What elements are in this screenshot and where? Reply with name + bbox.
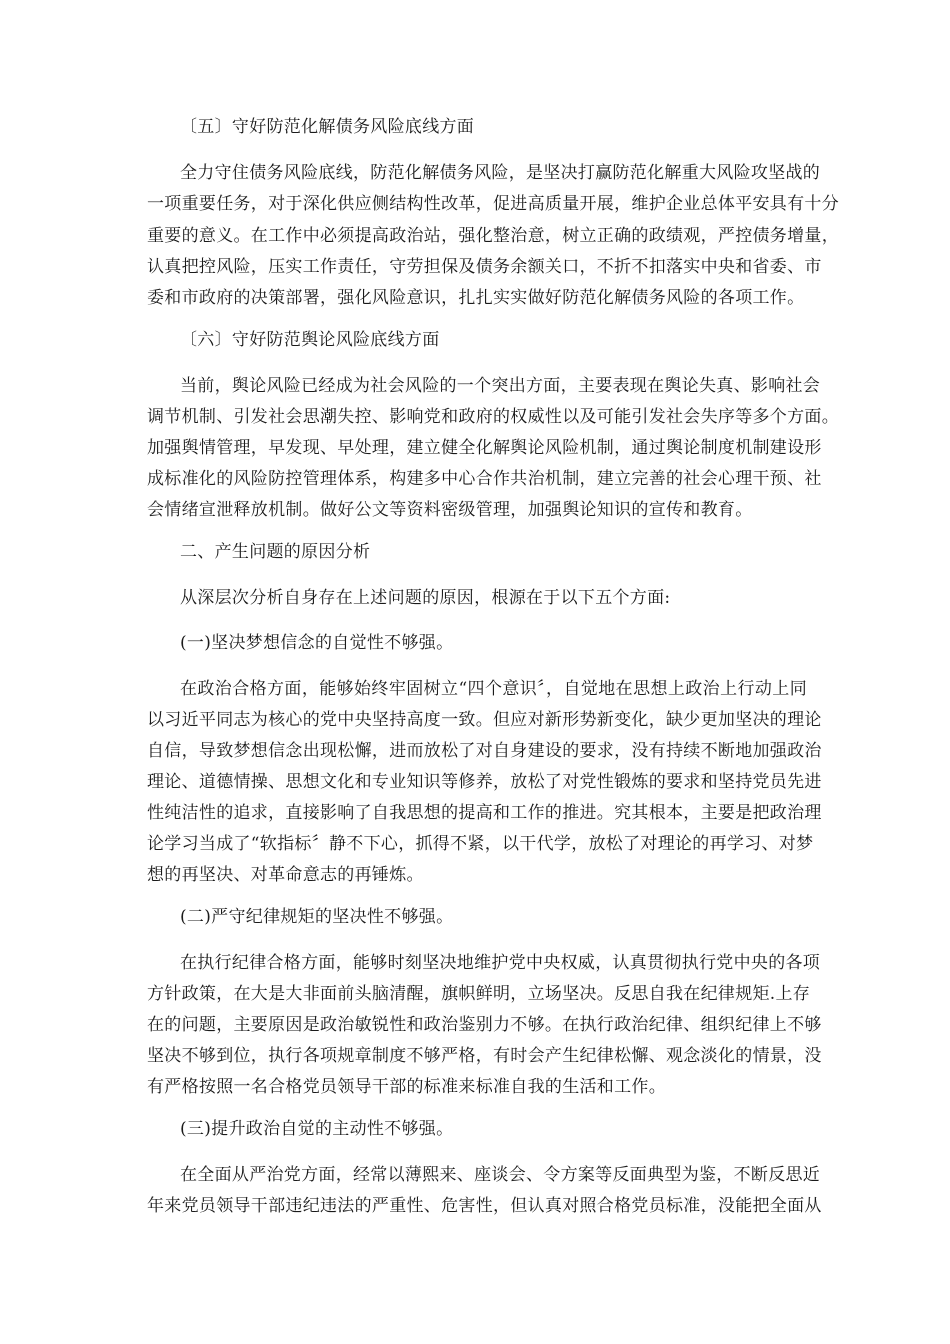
paragraph-line: 自信，导致梦想信念出现松懈，进而放松了对自身建设的要求，没有持续不断地加强政治 [147, 741, 822, 761]
subsection-heading-3: (三)提升政治自觉的主动性不够强。 [180, 1119, 454, 1139]
chapter-heading-2: 二、产生问题的原因分析 [180, 542, 371, 562]
paragraph-line: 理论、道德情操、思想文化和专业知识等修养，放松了对党性锻炼的要求和坚持党员先进 [147, 772, 822, 792]
paragraph-line: 有严格按照一名合格党员领导干部的标准来标准自我的生活和工作。 [147, 1077, 666, 1097]
section-heading-6: 〔六〕守好防范舆论风险底线方面 [180, 330, 440, 350]
section-heading-5: 〔五〕守好防范化解债务风险底线方面 [180, 117, 475, 137]
paragraph-line: 方针政策，在大是大非面前头脑清醒，旗帜鲜明，立场坚决。反思自我在纪律规矩.上存 [147, 984, 811, 1004]
paragraph-line: 在全面从严治党方面，经常以薄熙来、座谈会、令方案等反面典型为鉴，不断反思近 [180, 1165, 821, 1185]
paragraph-line: 全力守住债务风险底线，防范化解债务风险，是坚决打赢防范化解重大风险攻坚战的 [180, 163, 821, 183]
subsection-heading-1: (一)坚决梦想信念的自觉性不够强。 [180, 633, 454, 653]
paragraph-line: 年来党员领导干部违纪违法的严重性、危害性，但认真对照合格党员标准，没能把全面从 [147, 1196, 822, 1216]
subsection-heading-2: (二)严守纪律规矩的坚决性不够强。 [180, 907, 454, 927]
paragraph-line: 在政治合格方面，能够始终牢固树立“四个意识〞，自觉地在思想上政治上行动上同 [180, 679, 807, 699]
paragraph-line: 会情绪宣泄释放机制。做好公文等资料密级管理，加强舆论知识的宣传和教育。 [147, 500, 753, 520]
paragraph-line: 一项重要任务，对于深化供应侧结构性改革，促进高质量开展，维护企业总体平安具有十分 [147, 194, 839, 214]
paragraph-line: 调节机制、引发社会思潮失控、影响党和政府的权威性以及可能引发社会失序等多个方面。 [147, 407, 839, 427]
paragraph-line: 想的再坚决、对革命意志的再锤炼。 [147, 865, 424, 885]
paragraph-line: 性纯洁性的追求，直接影响了自我思想的提高和工作的推进。究其根本，主要是把政治理 [147, 803, 822, 823]
paragraph-line: 认真把控风险，压实工作责任，守劳担保及债务余额关口，不折不扣落实中央和省委、市 [147, 257, 822, 277]
paragraph-line: 成标准化的风险防控管理体系，构建多中心合作共治机制，建立完善的社会心理干预、社 [147, 469, 822, 489]
paragraph-line: 论学习当成了“软指标〞静不下心，抓得不紧，以干代学，放松了对理论的再学习、对梦 [147, 834, 814, 854]
intro-line: 从深层次分析自身存在上述问题的原因，根源在于以下五个方面: [180, 588, 671, 608]
paragraph-line: 坚决不够到位，执行各项规章制度不够严格，有时会产生纪律松懈、观念淡化的情景，没 [147, 1046, 822, 1066]
paragraph-line: 当前，舆论风险已经成为社会风险的一个突出方面，主要表现在舆论失真、影响社会 [180, 376, 821, 396]
paragraph-line: 重要的意义。在工作中必须提高政治站，强化整治意，树立正确的政绩观，严控债务增量， [147, 226, 839, 246]
paragraph-line: 在的问题，主要原因是政治敏锐性和政治鉴别力不够。在执行政治纪律、组织纪律上不够 [147, 1015, 822, 1035]
paragraph-line: 以习近平同志为核心的党中央坚持高度一致。但应对新形势新变化，缺少更加坚决的理论 [147, 710, 822, 730]
paragraph-line: 在执行纪律合格方面，能够时刻坚决地维护党中央权威，认真贯彻执行党中央的各项 [180, 953, 821, 973]
paragraph-line: 委和市政府的决策部署，强化风险意识，扎扎实实做好防范化解债务风险的各项工作。 [147, 288, 805, 308]
paragraph-line: 加强舆情管理，早发现、早处理，建立健全化解舆论风险机制，通过舆论制度机制建设形 [147, 438, 822, 458]
